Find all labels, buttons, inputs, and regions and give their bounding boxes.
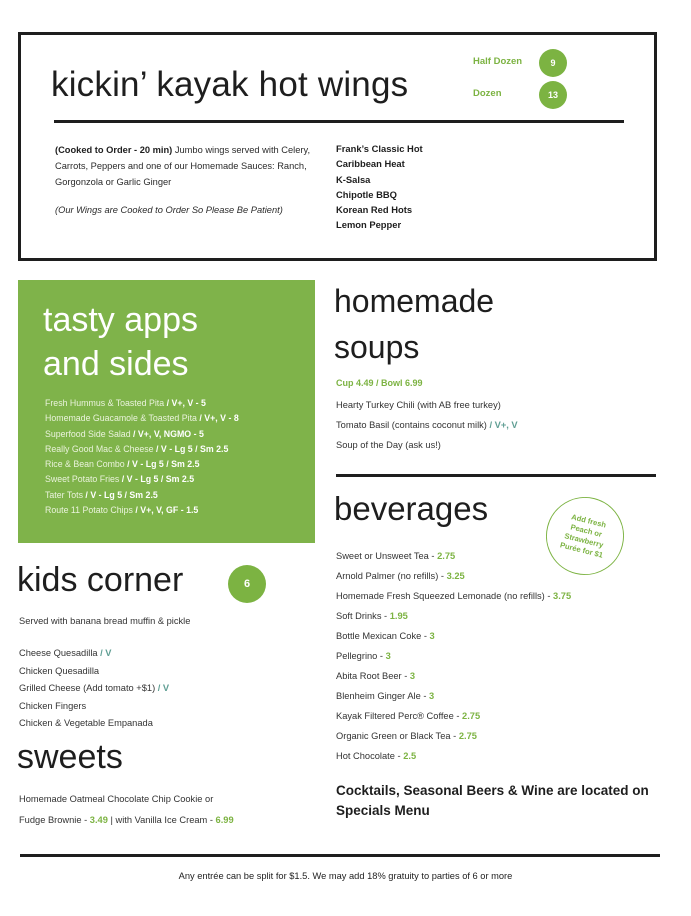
item-name: Kayak Filtered Perc® Coffee - — [336, 711, 463, 721]
item-price: 3 — [409, 671, 416, 681]
puree-badge-text: Add fresh Peach or Strawberry Purée for $1 — [559, 512, 608, 560]
item-name: Cheese Quesadilla — [19, 648, 98, 658]
kids-title: kids corner — [17, 561, 184, 599]
menu-item — [336, 746, 571, 766]
divider — [20, 854, 660, 857]
menu-item — [19, 645, 169, 663]
item-name: Chicken Fingers — [19, 700, 87, 711]
size-label: Dozen — [473, 88, 502, 99]
item-name: Rice & Bean Combo — [45, 459, 125, 470]
kids-list — [19, 645, 169, 733]
menu-item — [45, 442, 239, 457]
sauce-item: K-Salsa — [336, 173, 371, 185]
wings-note: (Our Wings are Cooked to Order So Please Be Patient) — [55, 205, 283, 215]
soups-title-line2: soups — [334, 329, 420, 365]
apps-title-line1: tasty apps — [43, 301, 198, 339]
item-name: Fresh Hummus & Toasted Pita — [45, 398, 165, 408]
diet-tag: / V — [155, 683, 170, 694]
item-price: 3 — [429, 691, 435, 701]
item-name: Homemade Fresh Squeezed Lemonade (no refills) - — [336, 591, 554, 601]
item-name: Soup of the Day (ask us!) — [336, 440, 441, 450]
sweets-line1: Homemade Oatmeal Chocolate Chip Cookie or — [19, 794, 214, 804]
menu-item — [336, 726, 571, 746]
wings-section — [18, 32, 657, 261]
item-price: 3.49 — [89, 814, 108, 825]
size-label: Half Dozen — [473, 56, 523, 67]
sauce-item: Frank’s Classic Hot — [336, 143, 423, 154]
sweets-line2-b: | with Vanilla Ice Cream - — [107, 814, 216, 825]
menu-item — [45, 457, 239, 472]
menu-item — [336, 606, 571, 626]
item-price: 2.5 — [403, 751, 417, 761]
item-tags-price: / V - Lg 5 / Sm 2.5 — [153, 443, 229, 454]
item-name: Arnold Palmer (no refills) - — [336, 571, 447, 581]
item-name: Hot Chocolate - — [336, 751, 404, 761]
item-price: 3.25 — [446, 571, 465, 581]
specials-note: Cocktails, Seasonal Beers & Wine are located on Specials Menu — [336, 783, 649, 818]
item-name: Chicken & Vegetable Empanada — [19, 718, 153, 729]
menu-item — [19, 698, 169, 716]
item-name: Really Good Mac & Cheese — [45, 443, 154, 454]
menu-item — [336, 646, 571, 666]
menu-item — [336, 415, 518, 435]
sweets-description — [19, 789, 319, 830]
soups-list — [336, 395, 518, 455]
apps-title — [43, 298, 198, 386]
menu-item — [336, 566, 571, 586]
item-price: 2.75 — [458, 731, 477, 741]
menu-item — [19, 663, 169, 681]
sweets-title: sweets — [17, 738, 123, 776]
wings-title: kickin’ kayak hot wings — [51, 65, 409, 104]
soups-title-line1: homemade — [334, 283, 495, 319]
divider — [336, 474, 656, 477]
item-name: Tomato Basil (contains coconut milk) — [336, 420, 487, 430]
menu-item — [336, 666, 571, 686]
size-half-dozen — [473, 49, 583, 77]
menu-item — [336, 546, 571, 566]
item-tags-price: / V - Lg 5 / Sm 2.5 — [119, 474, 195, 485]
item-price: 3 — [385, 651, 391, 661]
soups-title — [334, 278, 494, 370]
item-name: Pellegrino - — [336, 651, 386, 661]
item-tags-price: / V+, V - 8 — [196, 413, 239, 424]
item-name: Organic Green or Black Tea - — [336, 731, 459, 741]
diet-tag: / V — [97, 648, 112, 658]
item-name: Soft Drinks - — [336, 611, 390, 621]
item-name: Route 11 Potato Chips — [45, 505, 133, 516]
menu-item — [336, 395, 518, 415]
sauce-item: Lemon Pepper — [336, 219, 402, 231]
soup-price: Cup 4.49 / Bowl 6.99 — [336, 378, 423, 388]
item-name: Abita Root Beer - — [336, 671, 410, 681]
wings-description — [55, 142, 335, 190]
item-tags-price: / V - Lg 5 / Sm 2.5 — [124, 459, 200, 470]
menu-item — [336, 435, 518, 455]
item-tags-price: / V - Lg 5 / Sm 2.5 — [82, 489, 158, 500]
price-circle: 13 — [539, 81, 567, 109]
apps-list — [45, 396, 239, 518]
diet-tag: / V+, V — [486, 420, 518, 430]
menu-item — [336, 706, 571, 726]
item-name: Sweet or Unsweet Tea - — [336, 551, 438, 561]
item-name: Hearty Turkey Chili (with AB free turkey) — [336, 400, 501, 410]
item-name: Homemade Guacamole & Toasted Pita — [45, 413, 197, 424]
item-tags-price: / V+, V - 5 — [164, 398, 206, 408]
menu-item — [45, 396, 239, 411]
size-dozen — [473, 81, 583, 109]
apps-title-line2: and sides — [43, 345, 189, 383]
item-price: 2.75 — [437, 551, 456, 561]
menu-item — [45, 472, 239, 487]
item-price: 2.75 — [462, 711, 481, 721]
apps-section — [18, 280, 315, 543]
menu-item — [336, 686, 571, 706]
item-name: Superfood Side Salad — [45, 428, 131, 439]
item-name: Sweet Potato Fries — [45, 474, 120, 485]
menu-item — [19, 715, 169, 733]
beverages-list — [336, 546, 571, 766]
menu-item — [19, 680, 169, 698]
menu-item — [336, 586, 571, 606]
item-price: 1.95 — [389, 611, 408, 621]
sauce-item: Caribbean Heat — [336, 158, 405, 170]
footer-note: Any entrée can be split for $1.5. We may add 18% gratuity to parties of 6 or more — [178, 871, 513, 881]
cook-time: (Cooked to Order - 20 min) — [55, 145, 173, 155]
price-circle: 9 — [539, 49, 567, 77]
sauce-list — [336, 141, 423, 233]
item-name: Blenheim Ginger Ale - — [336, 691, 430, 701]
item-name: Tater Tots — [45, 489, 83, 500]
item-name: Chicken Quesadilla — [19, 665, 100, 676]
divider — [54, 120, 624, 123]
menu-item — [45, 411, 239, 426]
sauce-item: Korean Red Hots — [336, 204, 413, 216]
menu-item — [45, 427, 239, 442]
price-circle: 6 — [228, 565, 266, 603]
item-price: 3 — [429, 631, 435, 641]
sweets-line2-a: Fudge Brownie - — [19, 814, 90, 825]
beverages-title: beverages — [334, 490, 489, 527]
item-tags-price: / V+, V, GF - 1.5 — [132, 505, 199, 516]
wings-description-text: Jumbo wings served with Celery, Carrots, Peppers and one of our Homemade Sauces: Ranch, Gorgonzola or Garlic Ginger — [55, 145, 311, 187]
menu-item — [336, 626, 571, 646]
item-name: Grilled Cheese (Add tomato +$1) — [19, 683, 156, 694]
item-name: Bottle Mexican Coke - — [336, 631, 430, 641]
kids-served-with: Served with banana bread muffin & pickle — [19, 616, 191, 626]
item-price: 6.99 — [215, 814, 234, 825]
menu-item — [45, 488, 239, 503]
sauce-item: Chipotle BBQ — [336, 188, 397, 200]
item-price: 3.75 — [553, 591, 572, 601]
item-tags-price: / V+, V, NGMO - 5 — [130, 428, 204, 439]
menu-item — [45, 503, 239, 518]
